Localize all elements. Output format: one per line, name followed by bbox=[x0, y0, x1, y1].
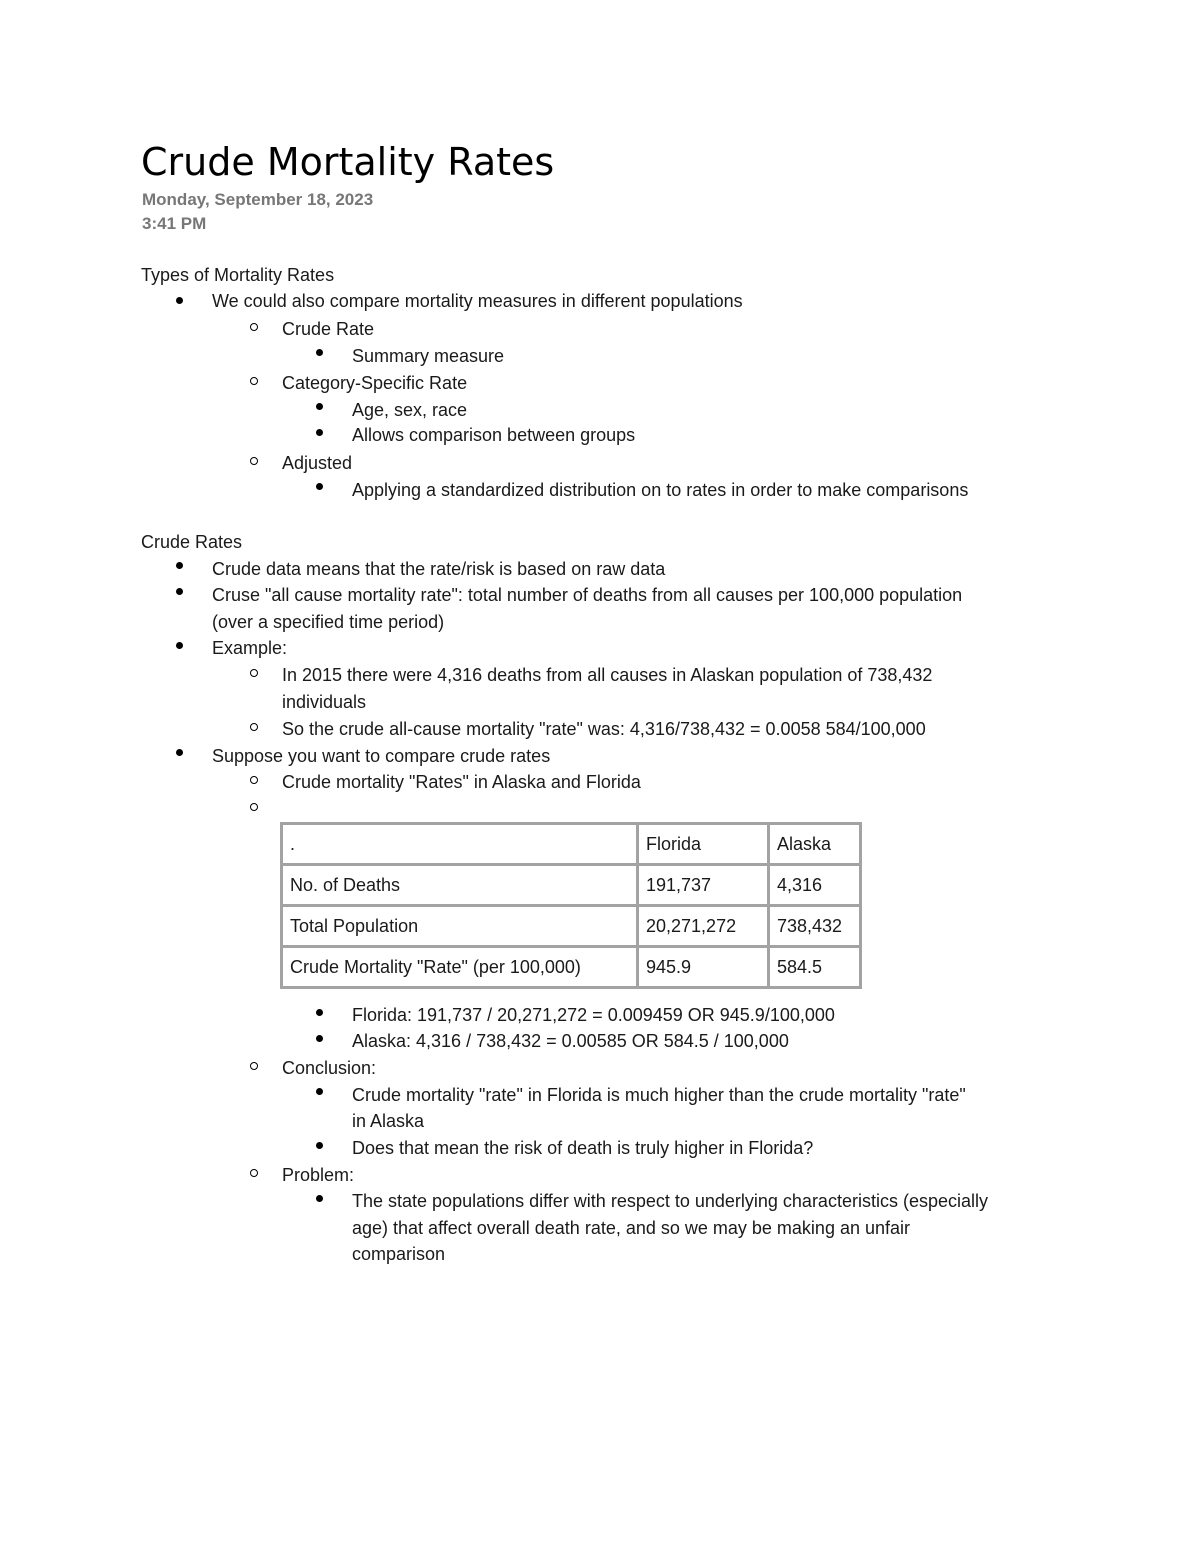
list-item: Crude Rate bbox=[282, 319, 375, 339]
list-item: Summary measure bbox=[352, 346, 505, 366]
bullet-icon bbox=[316, 1088, 323, 1095]
bullet-icon bbox=[316, 1035, 323, 1042]
circle-bullet-icon bbox=[250, 776, 258, 784]
list-item: Does that mean the risk of death is truly higher in Florida? bbox=[352, 1138, 814, 1158]
list-item-continued: age) that affect overall death rate, and so we may be making an unfair bbox=[352, 1218, 910, 1238]
circle-bullet-icon bbox=[250, 723, 258, 731]
list-item: The state populations differ with respect to underlying characteristics (especially bbox=[352, 1191, 988, 1211]
table-cell: Florida bbox=[638, 824, 769, 865]
table-row bbox=[282, 865, 861, 906]
list-item: Crude data means that the rate/risk is based on raw data bbox=[212, 559, 666, 579]
bullet-icon bbox=[176, 562, 183, 569]
list-item: Age, sex, race bbox=[352, 400, 468, 420]
table-cell: 191,737 bbox=[638, 865, 769, 906]
circle-bullet-icon bbox=[250, 323, 258, 331]
list-item: In 2015 there were 4,316 deaths from all causes in Alaskan population of 738,432 bbox=[282, 665, 933, 685]
list-item: Crude mortality "Rates" in Alaska and Florida bbox=[282, 772, 641, 792]
circle-bullet-icon bbox=[250, 803, 258, 811]
table-header-row bbox=[282, 824, 861, 865]
list-item-continued: (over a specified time period) bbox=[212, 612, 445, 632]
bullet-icon bbox=[316, 1009, 323, 1016]
list-item: We could also compare mortality measures in different populations bbox=[212, 291, 743, 311]
table-row bbox=[282, 906, 861, 947]
circle-bullet-icon bbox=[250, 377, 258, 385]
list-item: Alaska: 4,316 / 738,432 = 0.00585 OR 584.5 / 100,000 bbox=[352, 1031, 789, 1051]
bullet-icon bbox=[176, 297, 183, 304]
list-item: Adjusted bbox=[282, 453, 353, 473]
table-cell: 20,271,272 bbox=[638, 906, 769, 947]
mortality-table bbox=[280, 822, 862, 989]
bullet-icon bbox=[176, 588, 183, 595]
bullet-icon bbox=[316, 349, 323, 356]
list-item: Category-Specific Rate bbox=[282, 373, 468, 393]
list-item-continued: in Alaska bbox=[352, 1111, 425, 1131]
list-item: Allows comparison between groups bbox=[352, 425, 636, 445]
table-cell: 584.5 bbox=[769, 947, 861, 988]
table-row bbox=[282, 947, 861, 988]
list-item-continued: individuals bbox=[282, 692, 367, 712]
circle-bullet-icon bbox=[250, 669, 258, 677]
bullet-icon bbox=[176, 749, 183, 756]
list-item-continued: comparison bbox=[352, 1244, 446, 1264]
circle-bullet-icon bbox=[250, 457, 258, 465]
list-item: Conclusion: bbox=[282, 1058, 377, 1078]
list-item: Problem: bbox=[282, 1165, 355, 1185]
note-time: 3:41 PM bbox=[142, 214, 207, 233]
bullet-icon bbox=[176, 642, 183, 649]
note-date: Monday, September 18, 2023 bbox=[142, 190, 374, 209]
bullet-icon bbox=[316, 403, 323, 410]
table-cell: Crude Mortality "Rate" (per 100,000) bbox=[282, 947, 638, 988]
list-item: So the crude all-cause mortality "rate" was: 4,316/738,432 = 0.0058 584/100,000 bbox=[282, 719, 926, 739]
bullet-icon bbox=[316, 483, 323, 490]
table-cell: 738,432 bbox=[769, 906, 861, 947]
section-heading-types: Types of Mortality Rates bbox=[141, 265, 335, 285]
list-item: Example: bbox=[212, 638, 288, 658]
section-heading-crude-rates: Crude Rates bbox=[141, 532, 243, 552]
table-cell: Total Population bbox=[282, 906, 638, 947]
list-item: Cruse "all cause mortality rate": total number of deaths from all causes per 100,000 population bbox=[212, 585, 963, 605]
bullet-icon bbox=[316, 429, 323, 436]
list-item: Suppose you want to compare crude rates bbox=[212, 746, 551, 766]
list-item: Florida: 191,737 / 20,271,272 = 0.009459 OR 945.9/100,000 bbox=[352, 1005, 835, 1025]
circle-bullet-icon bbox=[250, 1169, 258, 1177]
table-cell: No. of Deaths bbox=[282, 865, 638, 906]
table-cell: . bbox=[282, 824, 638, 865]
circle-bullet-icon bbox=[250, 1062, 258, 1070]
list-item: Crude mortality "rate" in Florida is much higher than the crude mortality "rate" bbox=[352, 1085, 966, 1105]
list-item: Applying a standardized distribution on to rates in order to make comparisons bbox=[352, 480, 969, 500]
table-cell: 4,316 bbox=[769, 865, 861, 906]
bullet-icon bbox=[316, 1195, 323, 1202]
table-cell: 945.9 bbox=[638, 947, 769, 988]
table-cell: Alaska bbox=[769, 824, 861, 865]
bullet-icon bbox=[316, 1142, 323, 1149]
page-title: Crude Mortality Rates bbox=[141, 140, 555, 184]
